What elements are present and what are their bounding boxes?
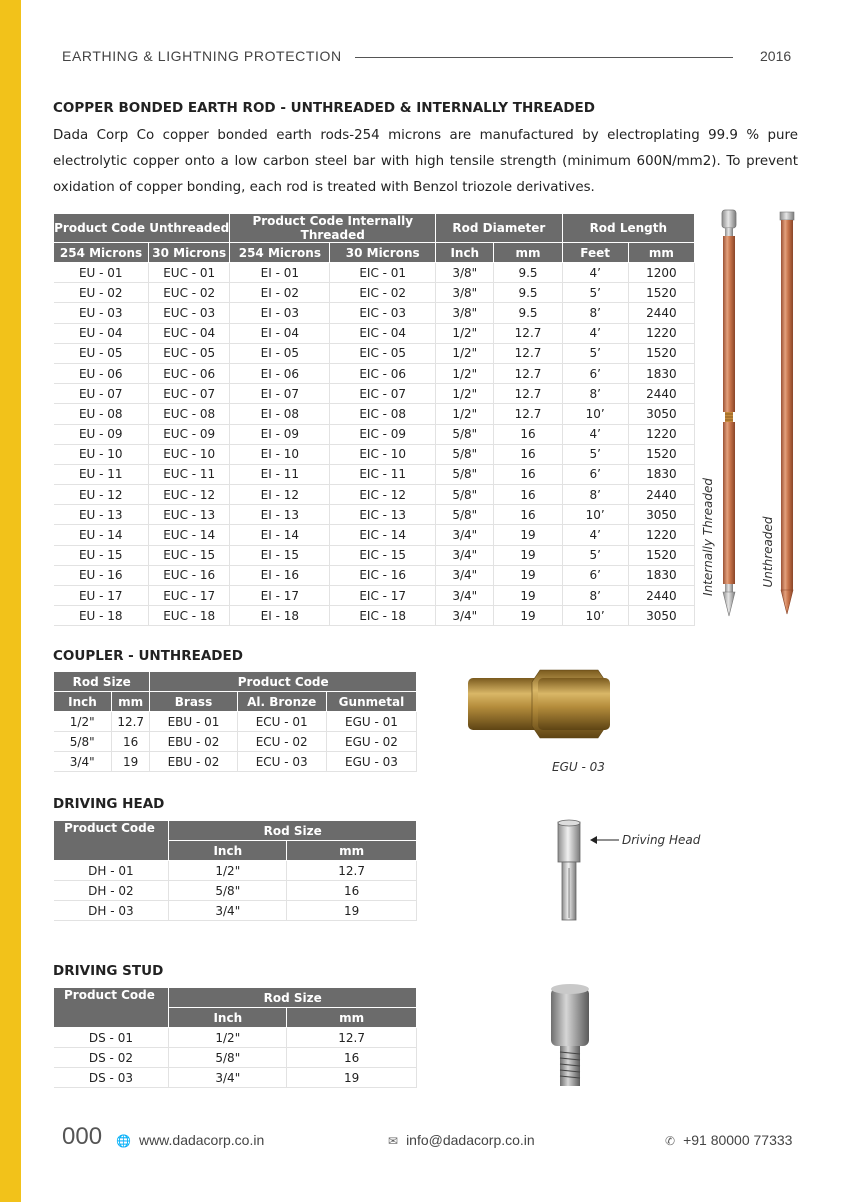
table-cell: EIC - 03 — [330, 303, 436, 323]
table-cell: 8’ — [562, 586, 628, 606]
table-cell: EIC - 06 — [330, 363, 436, 383]
table-cell: EU - 04 — [54, 323, 149, 343]
table-cell: 3/4" — [436, 586, 494, 606]
internally-threaded-rod — [722, 210, 736, 616]
header-rod-size: Rod Size — [169, 821, 417, 841]
label-unthreaded: Unthreaded — [761, 516, 775, 588]
table-cell: EI - 12 — [230, 485, 330, 505]
table-cell: EU - 08 — [54, 404, 149, 424]
table-cell: EI - 02 — [230, 283, 330, 303]
table-row — [54, 901, 417, 921]
table-row — [54, 343, 695, 363]
table-cell: 3/8" — [436, 303, 494, 323]
table-cell: 3050 — [628, 404, 694, 424]
table-cell: EI - 07 — [230, 384, 330, 404]
table-cell: EU - 01 — [54, 263, 149, 283]
table-cell: 6’ — [562, 363, 628, 383]
coupler-caption: EGU - 03 — [552, 760, 605, 774]
table-cell: EUC - 12 — [149, 485, 230, 505]
table-cell: EIC - 12 — [330, 485, 436, 505]
table-cell: 19 — [494, 606, 562, 626]
driving-stud-table — [53, 987, 417, 1088]
table-row — [54, 485, 695, 505]
table-row — [54, 1028, 417, 1048]
table-row — [54, 363, 695, 383]
table-cell: EI - 14 — [230, 525, 330, 545]
group-header-rod-length: Rod Length — [562, 214, 694, 243]
table-cell: EIC - 16 — [330, 565, 436, 585]
phone-text: +91 80000 77333 — [683, 1132, 793, 1148]
driving-head-table — [53, 820, 417, 921]
table-cell: EI - 17 — [230, 586, 330, 606]
intro-paragraph: Dada Corp Co copper bonded earth rods-254 microns are manufactured by electroplating 99.9 % pure electrolytic copper onto a low carbon steel bar with high tensile strength (minimum 600N/mm2). To prevent oxidation of copper bonding, each rod is treated with Benzol triozole derivatives. — [53, 128, 798, 195]
table-cell: EI - 05 — [230, 343, 330, 363]
table-cell: EI - 01 — [230, 263, 330, 283]
sub-header-row — [54, 243, 695, 263]
table-cell: 5/8" — [436, 464, 494, 484]
footer-website[interactable] — [116, 1132, 264, 1148]
table-cell: EUC - 10 — [149, 444, 230, 464]
table-cell: 19 — [494, 565, 562, 585]
table-cell: EI - 15 — [230, 545, 330, 565]
table-cell: ECU - 02 — [237, 732, 326, 752]
label-internally-threaded: Internally Threaded — [701, 478, 715, 596]
table-row — [54, 565, 695, 585]
table-cell: EU - 10 — [54, 444, 149, 464]
section-title-driving-head: DRIVING HEAD — [53, 796, 165, 812]
table-row — [54, 283, 695, 303]
table-cell: 4’ — [562, 323, 628, 343]
table-row — [54, 404, 695, 424]
phone-icon: ✆ — [665, 1134, 676, 1148]
table-cell: 3/4" — [54, 752, 112, 772]
table-cell: 3050 — [628, 505, 694, 525]
table-cell: 2440 — [628, 586, 694, 606]
sub-header: mm — [287, 1008, 417, 1028]
sub-header: Gunmetal — [326, 692, 416, 712]
table-cell: DH - 02 — [54, 881, 169, 901]
group-header-row — [54, 214, 695, 243]
table-cell: 3050 — [628, 606, 694, 626]
table-cell: EIC - 01 — [330, 263, 436, 283]
table-cell: 3/4" — [169, 901, 287, 921]
table-row — [54, 881, 417, 901]
table-row — [54, 323, 695, 343]
table-cell: EU - 11 — [54, 464, 149, 484]
page-number: 000 — [62, 1123, 103, 1150]
table-cell: 6’ — [562, 464, 628, 484]
table-cell: 1520 — [628, 283, 694, 303]
coupler-table — [53, 671, 417, 772]
table-cell: 4’ — [562, 424, 628, 444]
table-cell: 8’ — [562, 303, 628, 323]
table-cell: 1220 — [628, 323, 694, 343]
table-cell: EU - 13 — [54, 505, 149, 525]
table-cell: ECU - 03 — [237, 752, 326, 772]
table-cell: DS - 01 — [54, 1028, 169, 1048]
table-cell: 3/4" — [436, 545, 494, 565]
table-row — [54, 752, 417, 772]
earth-rod-illustrations — [700, 208, 810, 623]
table-cell: EBU - 01 — [150, 712, 237, 732]
table-row — [54, 464, 695, 484]
unthreaded-rod — [780, 212, 794, 614]
table-cell: EIC - 02 — [330, 283, 436, 303]
sub-header: 254 Microns — [230, 243, 330, 263]
table-cell: 12.7 — [494, 343, 562, 363]
table-cell: 19 — [287, 1068, 417, 1088]
driving-head-label: Driving Head — [622, 833, 701, 847]
table-cell: 1/2" — [436, 323, 494, 343]
group-header-unthreaded: Product Code Unthreaded — [54, 214, 230, 243]
arrow-left-icon — [590, 834, 620, 846]
table-cell: EI - 18 — [230, 606, 330, 626]
table-cell: 5/8" — [436, 485, 494, 505]
table-cell: 16 — [494, 444, 562, 464]
table-cell: EUC - 18 — [149, 606, 230, 626]
table-cell: EIC - 17 — [330, 586, 436, 606]
sub-header: Inch — [436, 243, 494, 263]
table-cell: 5/8" — [436, 444, 494, 464]
table-cell: 1830 — [628, 363, 694, 383]
email-text: info@dadacorp.co.in — [406, 1132, 535, 1148]
sub-header: mm — [111, 692, 150, 712]
table-cell: EIC - 14 — [330, 525, 436, 545]
earth-rod-table — [53, 213, 695, 626]
table-cell: EGU - 03 — [326, 752, 416, 772]
table-cell: EU - 05 — [54, 343, 149, 363]
table-cell: EUC - 01 — [149, 263, 230, 283]
sub-header: mm — [287, 841, 417, 861]
table-cell: EI - 06 — [230, 363, 330, 383]
table-cell: EU - 12 — [54, 485, 149, 505]
table-cell: 12.7 — [494, 404, 562, 424]
table-cell: EI - 10 — [230, 444, 330, 464]
table-cell: 6’ — [562, 565, 628, 585]
table-cell: EI - 13 — [230, 505, 330, 525]
table-cell: EU - 17 — [54, 586, 149, 606]
table-cell: EI - 16 — [230, 565, 330, 585]
table-cell: 12.7 — [287, 861, 417, 881]
table-row — [54, 424, 695, 444]
table-cell: 12.7 — [111, 712, 150, 732]
table-cell: EBU - 02 — [150, 752, 237, 772]
table-cell: 9.5 — [494, 283, 562, 303]
table-cell: EGU - 01 — [326, 712, 416, 732]
table-cell: EU - 06 — [54, 363, 149, 383]
table-cell: 5/8" — [169, 881, 287, 901]
table-cell: 16 — [287, 881, 417, 901]
table-cell: EUC - 02 — [149, 283, 230, 303]
sub-header: Feet — [562, 243, 628, 263]
table-cell: 1830 — [628, 565, 694, 585]
table-cell: 10’ — [562, 505, 628, 525]
table-cell: 5’ — [562, 283, 628, 303]
table-row — [54, 384, 695, 404]
table-cell: EUC - 13 — [149, 505, 230, 525]
table-cell: 12.7 — [494, 363, 562, 383]
table-row — [54, 303, 695, 323]
table-row — [54, 1048, 417, 1068]
globe-icon: 🌐 — [116, 1134, 131, 1148]
table-cell: 16 — [494, 505, 562, 525]
table-cell: EIC - 05 — [330, 343, 436, 363]
table-cell: 4’ — [562, 525, 628, 545]
group-header-internally-threaded: Product Code Internally Threaded — [230, 214, 436, 243]
table-cell: EU - 18 — [54, 606, 149, 626]
driving-stud-image — [546, 982, 596, 1090]
table-cell: EGU - 02 — [326, 732, 416, 752]
table-row — [54, 505, 695, 525]
table-cell: 5’ — [562, 545, 628, 565]
table-cell: EU - 03 — [54, 303, 149, 323]
table-cell: 1/2" — [436, 384, 494, 404]
header-title: EARTHING & LIGHTNING PROTECTION — [62, 48, 342, 64]
table-cell: EUC - 04 — [149, 323, 230, 343]
table-cell: EUC - 14 — [149, 525, 230, 545]
table-cell: DS - 02 — [54, 1048, 169, 1068]
table-cell: EU - 02 — [54, 283, 149, 303]
table-cell: EI - 09 — [230, 424, 330, 444]
table-cell: EU - 14 — [54, 525, 149, 545]
table-cell: DH - 03 — [54, 901, 169, 921]
table-cell: 1/2" — [54, 712, 112, 732]
table-cell: 5/8" — [436, 505, 494, 525]
table-cell: 8’ — [562, 485, 628, 505]
table-cell: 3/8" — [436, 263, 494, 283]
table-cell: 5’ — [562, 444, 628, 464]
table-cell: EIC - 07 — [330, 384, 436, 404]
table-cell: 10’ — [562, 404, 628, 424]
table-cell: EIC - 10 — [330, 444, 436, 464]
footer-email[interactable] — [388, 1132, 535, 1148]
table-cell: EUC - 15 — [149, 545, 230, 565]
header-rule — [355, 57, 733, 58]
table-row — [54, 263, 695, 283]
footer-phone[interactable] — [665, 1132, 792, 1148]
table-cell: 1/2" — [169, 861, 287, 881]
table-cell: 3/4" — [436, 606, 494, 626]
table-row — [54, 712, 417, 732]
table-cell: 19 — [287, 901, 417, 921]
coupler-image — [466, 668, 621, 740]
sub-header: 254 Microns — [54, 243, 149, 263]
table-cell: 4’ — [562, 263, 628, 283]
table-cell: ECU - 01 — [237, 712, 326, 732]
table-row — [54, 732, 417, 752]
table-cell: 8’ — [562, 384, 628, 404]
group-header-product-code: Product Code — [150, 672, 417, 692]
table-cell: 5/8" — [436, 424, 494, 444]
table-row — [54, 606, 695, 626]
sub-header: 30 Microns — [330, 243, 436, 263]
table-cell: 1/2" — [436, 404, 494, 424]
table-cell: 3/4" — [436, 525, 494, 545]
table-cell: EUC - 05 — [149, 343, 230, 363]
table-cell: 5/8" — [169, 1048, 287, 1068]
table-cell: EUC - 16 — [149, 565, 230, 585]
group-header-rod-diameter: Rod Diameter — [436, 214, 563, 243]
table-cell: 3/4" — [169, 1068, 287, 1088]
table-cell: 1830 — [628, 464, 694, 484]
accent-side-bar — [0, 0, 21, 1202]
table-cell: 2440 — [628, 384, 694, 404]
table-row — [54, 586, 695, 606]
table-cell: 1/2" — [436, 363, 494, 383]
table-row — [54, 444, 695, 464]
table-cell: EUC - 03 — [149, 303, 230, 323]
table-cell: EI - 04 — [230, 323, 330, 343]
sub-header: mm — [628, 243, 694, 263]
table-cell: 12.7 — [494, 323, 562, 343]
table-cell: 3/8" — [436, 283, 494, 303]
table-cell: 1220 — [628, 525, 694, 545]
table-cell: DH - 01 — [54, 861, 169, 881]
sub-header: 30 Microns — [149, 243, 230, 263]
table-cell: 12.7 — [494, 384, 562, 404]
table-row — [54, 545, 695, 565]
header-product-code: Product Code — [54, 821, 169, 861]
email-icon: ✉ — [388, 1134, 399, 1148]
table-cell: EU - 16 — [54, 565, 149, 585]
header-year: 2016 — [760, 48, 792, 64]
table-cell: 1/2" — [169, 1028, 287, 1048]
table-cell: 16 — [287, 1048, 417, 1068]
table-cell: EUC - 17 — [149, 586, 230, 606]
table-cell: 1/2" — [436, 343, 494, 363]
table-cell: EIC - 11 — [330, 464, 436, 484]
table-cell: EIC - 15 — [330, 545, 436, 565]
table-row — [54, 1068, 417, 1088]
table-cell: EIC - 09 — [330, 424, 436, 444]
table-row — [54, 861, 417, 881]
sub-header: Inch — [54, 692, 112, 712]
table-cell: 10’ — [562, 606, 628, 626]
table-cell: EI - 03 — [230, 303, 330, 323]
table-cell: EUC - 07 — [149, 384, 230, 404]
section-title-coupler: COUPLER - UNTHREADED — [53, 648, 243, 664]
table-cell: 1520 — [628, 545, 694, 565]
table-cell: EIC - 13 — [330, 505, 436, 525]
table-cell: EUC - 08 — [149, 404, 230, 424]
table-cell: 19 — [494, 545, 562, 565]
table-cell: 5/8" — [54, 732, 112, 752]
table-row — [54, 525, 695, 545]
group-header-rod-size: Rod Size — [54, 672, 150, 692]
table-cell: EIC - 18 — [330, 606, 436, 626]
table-cell: 12.7 — [287, 1028, 417, 1048]
table-cell: 9.5 — [494, 303, 562, 323]
table-cell: DS - 03 — [54, 1068, 169, 1088]
header-rod-size: Rod Size — [169, 988, 417, 1008]
section-title-driving-stud: DRIVING STUD — [53, 963, 164, 979]
header-product-code: Product Code — [54, 988, 169, 1028]
table-cell: 16 — [494, 424, 562, 444]
table-cell: 16 — [111, 732, 150, 752]
table-cell: 3/4" — [436, 565, 494, 585]
sub-header: Inch — [169, 841, 287, 861]
table-cell: 1520 — [628, 444, 694, 464]
table-cell: 5’ — [562, 343, 628, 363]
sub-header: Al. Bronze — [237, 692, 326, 712]
table-cell: EIC - 08 — [330, 404, 436, 424]
table-cell: 2440 — [628, 485, 694, 505]
table-cell: EBU - 02 — [150, 732, 237, 752]
table-cell: 2440 — [628, 303, 694, 323]
table-cell: EUC - 06 — [149, 363, 230, 383]
table-cell: EUC - 11 — [149, 464, 230, 484]
table-cell: 19 — [494, 525, 562, 545]
table-cell: 1200 — [628, 263, 694, 283]
website-text: www.dadacorp.co.in — [138, 1132, 265, 1148]
table-cell: 9.5 — [494, 263, 562, 283]
table-cell: EU - 15 — [54, 545, 149, 565]
table-cell: EI - 11 — [230, 464, 330, 484]
sub-header: mm — [494, 243, 562, 263]
table-cell: EIC - 04 — [330, 323, 436, 343]
table-cell: EU - 07 — [54, 384, 149, 404]
table-cell: EUC - 09 — [149, 424, 230, 444]
table-cell: EU - 09 — [54, 424, 149, 444]
table-cell: 16 — [494, 485, 562, 505]
table-cell: 19 — [111, 752, 150, 772]
table-cell: 16 — [494, 464, 562, 484]
sub-header: Brass — [150, 692, 237, 712]
table-cell: 1520 — [628, 343, 694, 363]
section-title-earth-rod: COPPER BONDED EARTH ROD - UNTHREADED & INTERNALLY THREADED — [53, 100, 595, 116]
table-cell: 19 — [494, 586, 562, 606]
sub-header: Inch — [169, 1008, 287, 1028]
table-cell: 1220 — [628, 424, 694, 444]
table-cell: EI - 08 — [230, 404, 330, 424]
